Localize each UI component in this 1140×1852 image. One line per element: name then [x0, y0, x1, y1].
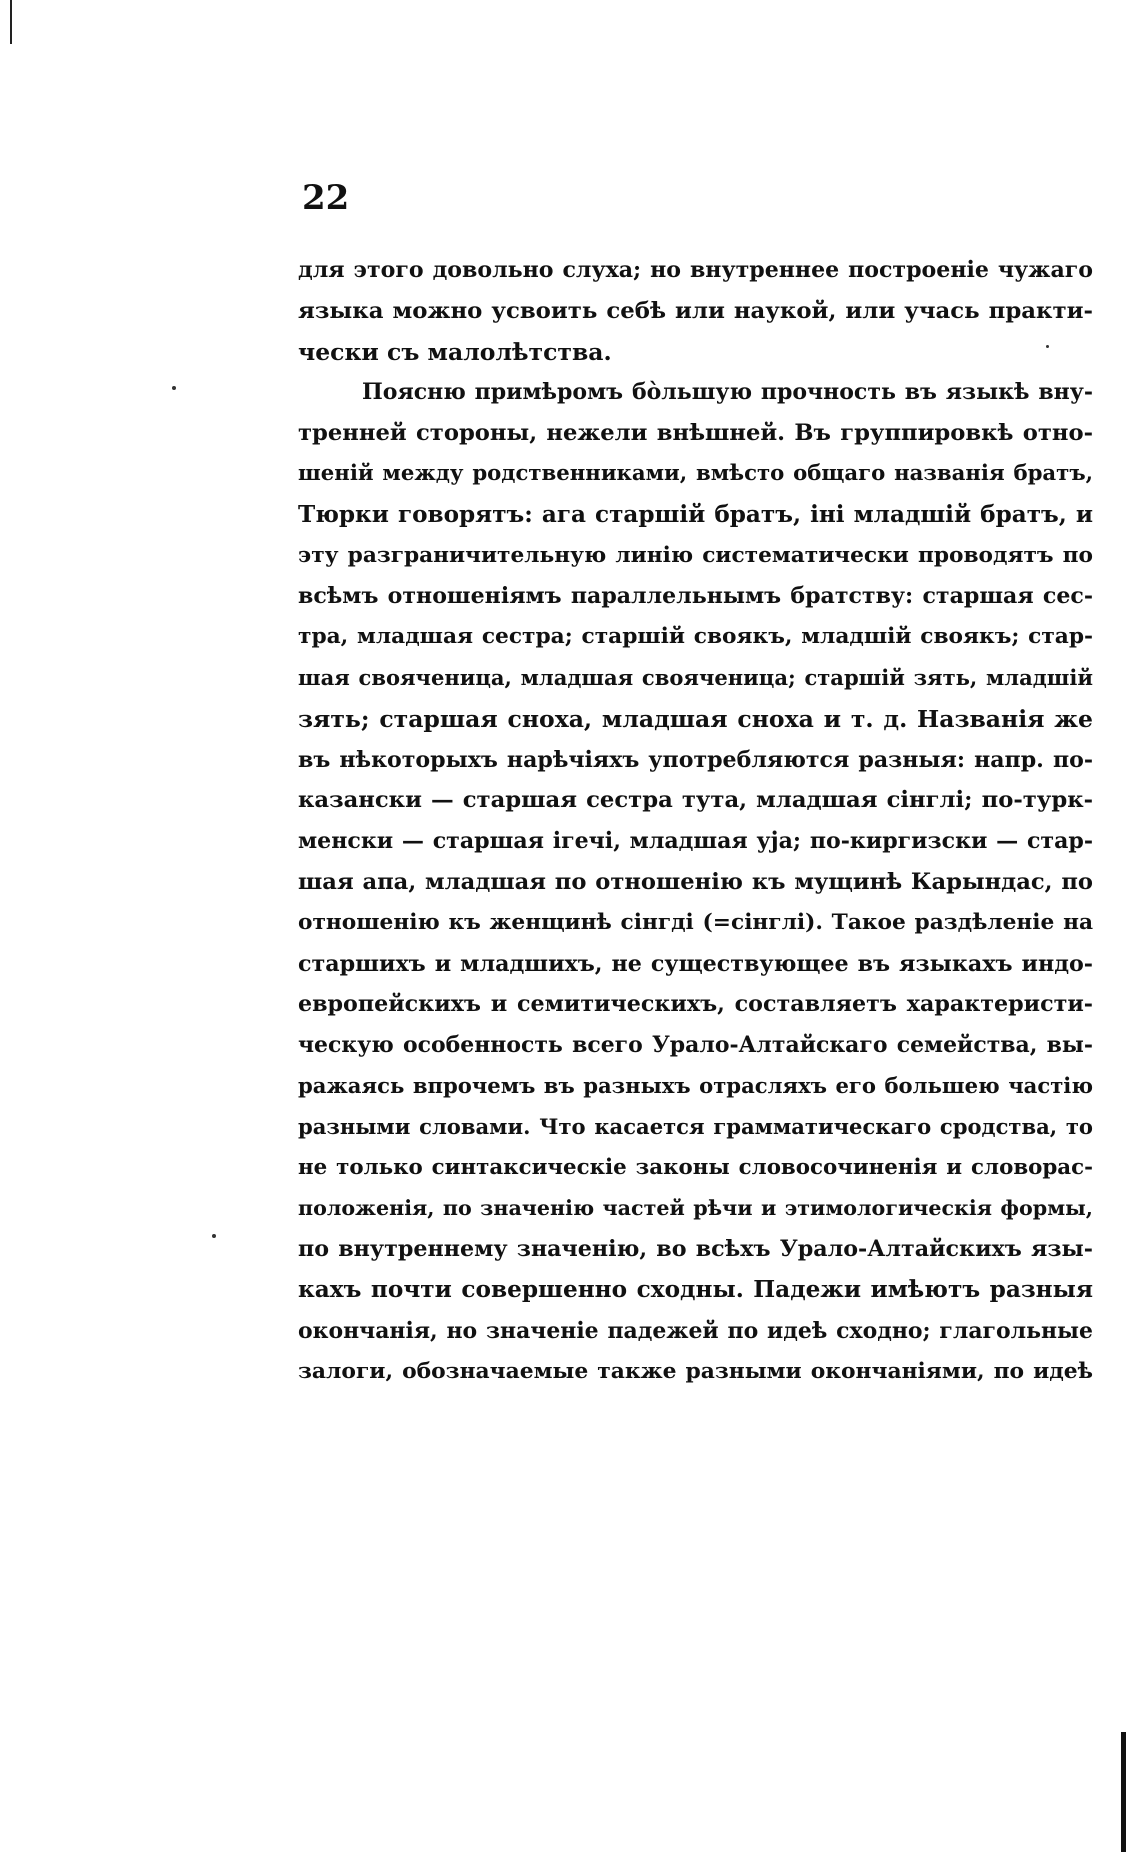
text-line: залоги, обозначаемые также разными окончаніями, по идеѣ: [298, 1358, 1093, 1384]
text-line: зять; старшая сноха, младшая сноха и т. д. Названія же: [298, 704, 1093, 733]
text-line: старшихъ и младшихъ, не существующее въ языкахъ индо-: [298, 950, 1093, 977]
text-line: чески съ малолѣтства.: [298, 337, 612, 366]
text-line: не только синтаксическіе законы словосочиненія и словорас-: [298, 1154, 1093, 1180]
scan-edge-mark-top: [10, 0, 12, 44]
scan-speck: [212, 1234, 216, 1238]
text-line: шая свояченица, младшая свояченица; старшій зять, младшій: [298, 664, 1093, 690]
text-line: эту разграничительную линію систематически проводятъ по: [298, 542, 1093, 568]
text-line: европейскихъ и семитическихъ, составляетъ характеристи-: [298, 991, 1093, 1018]
text-line: кахъ почти совершенно сходны. Падежи имѣютъ разныя: [298, 1275, 1093, 1303]
text-line: тра, младшая сестра; старшій своякъ, младшій своякъ; стар-: [298, 624, 1093, 650]
text-line: отношенію къ женщинѣ сінгді (=сінглі). Такое раздѣленіе на: [298, 909, 1093, 935]
text-line: окончанія, но значеніе падежей по идеѣ сходно; глагольные: [298, 1317, 1093, 1344]
scan-edge-mark-bottom: [1121, 1732, 1126, 1852]
text-line: для этого довольно слуха; но внутреннее построеніе чужаго: [298, 257, 1093, 283]
text-line: языка можно усвоить себѣ или наукой, или учась практи-: [298, 297, 1093, 324]
text-line: положенія, по значенію частей рѣчи и этимологическія формы,: [298, 1196, 1093, 1221]
text-line: всѣмъ отношеніямъ параллельнымъ братству: старшая сес-: [298, 583, 1093, 610]
text-line: по внутреннему значенію, во всѣхъ Урало-Алтайскихъ язы-: [298, 1236, 1093, 1263]
text-line: ческую особенность всего Урало-Алтайскаго семейства, вы-: [298, 1032, 1093, 1059]
text-line: въ нѣкоторыхъ нарѣчіяхъ употребляются разныя: напр. по-: [298, 746, 1093, 773]
text-line: шая апа, младшая по отношенію къ мущинѣ Карындас, по: [298, 868, 1093, 895]
text-line: ражаясь впрочемъ въ разныхъ отрасляхъ его большею частію: [298, 1072, 1093, 1098]
page-number: 22: [302, 178, 350, 218]
scan-speck: [172, 386, 176, 390]
text-line: Тюрки говорятъ: агa старшій братъ, іні младшій братъ, и: [298, 500, 1093, 528]
body-text: [298, 250, 1093, 1392]
text-line: разными словами. Что касается грамматическаго сродства, то: [298, 1113, 1093, 1139]
text-line: Поясню примѣромъ бо̀льшую прочность въ языкѣ вну-: [362, 379, 1093, 406]
text-line: казански — старшая сестра тута, младшая сінглі; по-турк-: [298, 787, 1093, 814]
text-line: менски — старшая ігечі, младшая уја; по-киргизски — стар-: [298, 828, 1093, 855]
text-line: шеній между родственниками, вмѣсто общаго названія братъ,: [298, 460, 1093, 486]
text-line: тренней стороны, нежели внѣшней. Въ группировкѣ отно-: [298, 420, 1093, 447]
